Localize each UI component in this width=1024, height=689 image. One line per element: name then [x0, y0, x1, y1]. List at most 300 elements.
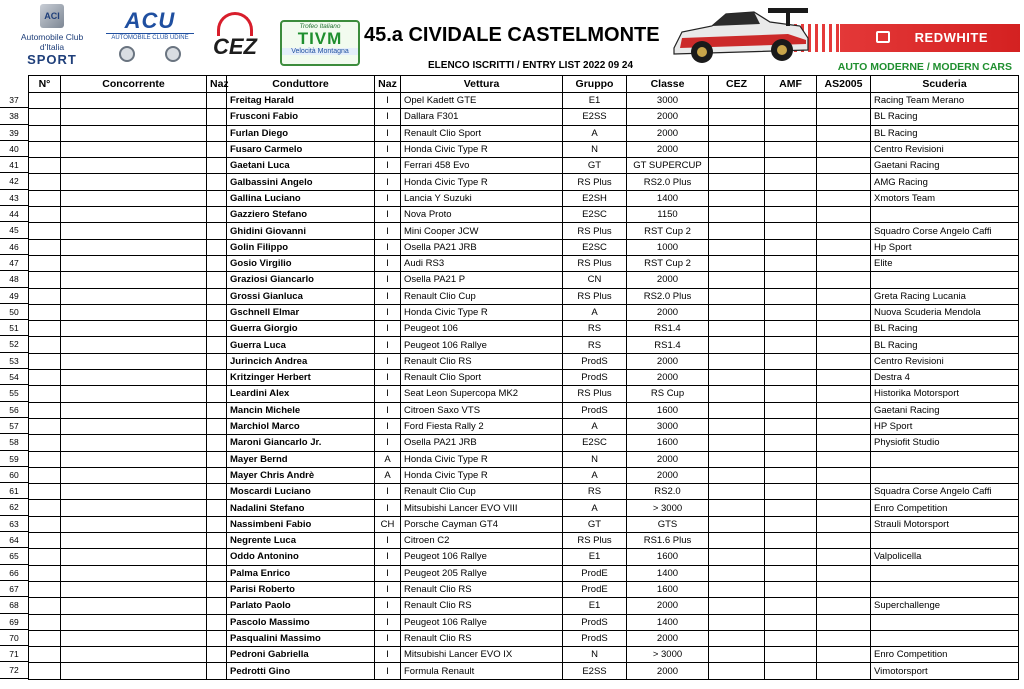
table-row	[29, 288, 1019, 304]
cell-team	[871, 614, 1019, 630]
cell-number	[29, 353, 61, 369]
cell-cez	[709, 304, 765, 320]
cell-number	[29, 158, 61, 174]
cell-cez	[709, 484, 765, 500]
cell-class: RST Cup 2	[627, 223, 709, 239]
cell-class: RS2.0 Plus	[627, 174, 709, 190]
cell-group: E1	[563, 598, 627, 614]
cell-entrant	[61, 272, 207, 288]
cell-group: E1	[563, 93, 627, 109]
cell-number	[29, 288, 61, 304]
cell-driver-nationality: I	[375, 125, 401, 141]
cell-amf	[765, 467, 817, 483]
cell-cez	[709, 533, 765, 549]
row-number-label: 64	[0, 532, 28, 548]
cell-cez	[709, 370, 765, 386]
cell-class: 1600	[627, 549, 709, 565]
column-header-number: N°	[29, 76, 61, 93]
cell-number	[29, 272, 61, 288]
cell-as2005	[817, 614, 871, 630]
row-number-label: 48	[0, 271, 28, 287]
cell-as2005	[817, 288, 871, 304]
cell-driver-nationality: I	[375, 402, 401, 418]
cell-class: RS1.4	[627, 337, 709, 353]
cell-car: Honda Civic Type R	[401, 467, 563, 483]
cell-team: Gaetani Racing	[871, 402, 1019, 418]
tivm-logo-bottom-text: Velocità Montagna	[282, 48, 358, 55]
cell-cez	[709, 467, 765, 483]
cell-group: ProdS	[563, 614, 627, 630]
cell-team: Centro Revisioni	[871, 141, 1019, 157]
cell-team: Historika Motorsport	[871, 386, 1019, 402]
cell-as2005	[817, 484, 871, 500]
table-row	[29, 663, 1019, 679]
table-row	[29, 647, 1019, 663]
cell-driver-nationality: A	[375, 467, 401, 483]
cell-number	[29, 223, 61, 239]
cell-entrant-nationality	[207, 516, 227, 532]
cell-group: N	[563, 141, 627, 157]
cell-entrant-nationality	[207, 484, 227, 500]
cell-team: Enro Competition	[871, 500, 1019, 516]
cell-amf	[765, 435, 817, 451]
cell-team: HP Sport	[871, 418, 1019, 434]
cell-driver: Galbassini Angelo	[227, 174, 375, 190]
cell-driver-nationality: I	[375, 647, 401, 663]
cell-driver: Fusaro Carmelo	[227, 141, 375, 157]
cell-group: ProdE	[563, 581, 627, 597]
cell-number	[29, 467, 61, 483]
cell-driver-nationality: I	[375, 370, 401, 386]
cell-driver: Grossi Gianluca	[227, 288, 375, 304]
row-number-label: 65	[0, 548, 28, 564]
cell-driver: Gaetani Luca	[227, 158, 375, 174]
cell-number	[29, 647, 61, 663]
cell-amf	[765, 386, 817, 402]
row-number-label: 56	[0, 402, 28, 418]
table-row	[29, 337, 1019, 353]
cell-driver-nationality: I	[375, 304, 401, 320]
cell-as2005	[817, 549, 871, 565]
cell-driver-nationality: I	[375, 223, 401, 239]
cell-amf	[765, 337, 817, 353]
entry-list-body	[29, 93, 1019, 680]
cell-driver-nationality: I	[375, 288, 401, 304]
cell-entrant-nationality	[207, 353, 227, 369]
cell-class: RST Cup 2	[627, 255, 709, 271]
cell-as2005	[817, 386, 871, 402]
cell-cez	[709, 500, 765, 516]
cell-cez	[709, 451, 765, 467]
cell-class: > 3000	[627, 647, 709, 663]
cell-as2005	[817, 93, 871, 109]
cell-cez	[709, 516, 765, 532]
table-row	[29, 581, 1019, 597]
cell-car: Porsche Cayman GT4	[401, 516, 563, 532]
table-header-row	[29, 76, 1019, 93]
cell-group: E2SC	[563, 435, 627, 451]
cell-entrant-nationality	[207, 174, 227, 190]
aci-sport-text: SPORT	[27, 52, 77, 67]
column-header-team: Scuderia	[871, 76, 1019, 93]
cell-cez	[709, 272, 765, 288]
column-header-as2005: AS2005	[817, 76, 871, 93]
cell-team: Superchallenge	[871, 598, 1019, 614]
cell-entrant	[61, 484, 207, 500]
column-header-car: Vettura	[401, 76, 563, 93]
cell-amf	[765, 565, 817, 581]
cell-car: Renault Clio RS	[401, 353, 563, 369]
cell-cez	[709, 239, 765, 255]
cell-team: Xmotors Team	[871, 190, 1019, 206]
cell-group: E2SH	[563, 190, 627, 206]
cell-amf	[765, 125, 817, 141]
cell-driver: Gazziero Stefano	[227, 207, 375, 223]
redwhite-brand-text: REDWHITE	[914, 30, 988, 45]
cell-entrant	[61, 207, 207, 223]
table-row	[29, 141, 1019, 157]
cell-number	[29, 93, 61, 109]
cell-group: N	[563, 647, 627, 663]
cell-number	[29, 174, 61, 190]
cell-class: RS Cup	[627, 386, 709, 402]
cell-team: Racing Team Merano	[871, 93, 1019, 109]
cell-team: BL Racing	[871, 337, 1019, 353]
redwhite-icon	[876, 31, 890, 43]
cell-cez	[709, 337, 765, 353]
cell-entrant-nationality	[207, 321, 227, 337]
cell-entrant	[61, 516, 207, 532]
cell-car: Nova Proto	[401, 207, 563, 223]
cell-as2005	[817, 647, 871, 663]
cell-car: Renault Clio Cup	[401, 484, 563, 500]
cell-group: ProdS	[563, 370, 627, 386]
cell-driver: Oddo Antonino	[227, 549, 375, 565]
cell-entrant-nationality	[207, 337, 227, 353]
cell-number	[29, 321, 61, 337]
cell-as2005	[817, 255, 871, 271]
tivm-logo	[280, 20, 360, 66]
cell-group: RS Plus	[563, 223, 627, 239]
cell-class: 2000	[627, 125, 709, 141]
cell-amf	[765, 141, 817, 157]
cell-car: Peugeot 205 Rallye	[401, 565, 563, 581]
table-row	[29, 190, 1019, 206]
cell-cez	[709, 581, 765, 597]
cell-car: Renault Clio Cup	[401, 288, 563, 304]
cell-car: Peugeot 106 Rallye	[401, 337, 563, 353]
table-row	[29, 418, 1019, 434]
cell-group: GT	[563, 516, 627, 532]
cell-driver-nationality: I	[375, 614, 401, 630]
cell-car: Osella PA21 P	[401, 272, 563, 288]
table-row	[29, 549, 1019, 565]
page-subtitle: ELENCO ISCRITTI / ENTRY LIST 2022 09 24	[428, 60, 634, 71]
cell-team: Greta Racing Lucania	[871, 288, 1019, 304]
column-header-cez: CEZ	[709, 76, 765, 93]
table-row	[29, 484, 1019, 500]
cell-driver-nationality: I	[375, 207, 401, 223]
cell-driver-nationality: I	[375, 484, 401, 500]
cell-driver-nationality: I	[375, 565, 401, 581]
cell-driver-nationality: I	[375, 158, 401, 174]
cell-driver: Mayer Chris Andrè	[227, 467, 375, 483]
cell-team	[871, 451, 1019, 467]
column-header-class: Classe	[627, 76, 709, 93]
cell-as2005	[817, 239, 871, 255]
row-number-label: 50	[0, 304, 28, 320]
cell-driver-nationality: I	[375, 630, 401, 646]
cell-amf	[765, 418, 817, 434]
column-header-amf: AMF	[765, 76, 817, 93]
cell-cez	[709, 565, 765, 581]
cell-as2005	[817, 190, 871, 206]
cell-class: GTS	[627, 516, 709, 532]
acu-logo-subtext: AUTOMOBILE CLUB UDINE	[106, 33, 194, 41]
cell-class: 2000	[627, 141, 709, 157]
cell-amf	[765, 158, 817, 174]
table-row	[29, 598, 1019, 614]
cell-driver: Pasqualini Massimo	[227, 630, 375, 646]
row-number-label: 53	[0, 353, 28, 369]
cell-cez	[709, 663, 765, 679]
cell-entrant-nationality	[207, 630, 227, 646]
cell-driver-nationality: I	[375, 109, 401, 125]
table-row	[29, 630, 1019, 646]
cell-number	[29, 614, 61, 630]
cell-as2005	[817, 207, 871, 223]
acu-badge-icon	[119, 46, 135, 62]
cell-class: 3000	[627, 418, 709, 434]
cell-amf	[765, 190, 817, 206]
cell-entrant	[61, 418, 207, 434]
cell-amf	[765, 207, 817, 223]
cell-amf	[765, 288, 817, 304]
cell-number	[29, 239, 61, 255]
table-row	[29, 353, 1019, 369]
cell-team: Physiofit Studio	[871, 435, 1019, 451]
cell-car: Honda Civic Type R	[401, 141, 563, 157]
row-number-label: 37	[0, 92, 28, 108]
cell-driver-nationality: I	[375, 93, 401, 109]
cell-class: 1150	[627, 207, 709, 223]
race-car-image	[668, 4, 814, 68]
cell-class: 2000	[627, 630, 709, 646]
cell-cez	[709, 435, 765, 451]
cell-amf	[765, 663, 817, 679]
cell-entrant-nationality	[207, 207, 227, 223]
cell-car: Honda Civic Type R	[401, 451, 563, 467]
cez-logo	[202, 12, 268, 67]
row-number-label: 61	[0, 483, 28, 499]
page-header	[0, 0, 1024, 75]
cell-driver-nationality: I	[375, 190, 401, 206]
cell-number	[29, 337, 61, 353]
column-header-group: Gruppo	[563, 76, 627, 93]
cell-entrant-nationality	[207, 239, 227, 255]
cell-entrant-nationality	[207, 581, 227, 597]
cell-team: Gaetani Racing	[871, 158, 1019, 174]
cell-car: Seat Leon Supercopa MK2	[401, 386, 563, 402]
cell-driver: Freitag Harald	[227, 93, 375, 109]
row-number-label: 66	[0, 565, 28, 581]
cell-cez	[709, 630, 765, 646]
cell-entrant-nationality	[207, 272, 227, 288]
cell-as2005	[817, 630, 871, 646]
cell-as2005	[817, 565, 871, 581]
cell-car: Honda Civic Type R	[401, 304, 563, 320]
cell-entrant-nationality	[207, 614, 227, 630]
cell-entrant-nationality	[207, 533, 227, 549]
row-number-label: 43	[0, 190, 28, 206]
cell-driver-nationality: CH	[375, 516, 401, 532]
cell-entrant	[61, 174, 207, 190]
cell-class: 2000	[627, 109, 709, 125]
cell-number	[29, 386, 61, 402]
table-row	[29, 93, 1019, 109]
cell-class: 1600	[627, 435, 709, 451]
cell-as2005	[817, 141, 871, 157]
cell-amf	[765, 321, 817, 337]
cell-class: 2000	[627, 272, 709, 288]
table-row	[29, 435, 1019, 451]
cell-class: 2000	[627, 370, 709, 386]
column-header-driver: Conduttore	[227, 76, 375, 93]
cell-entrant	[61, 647, 207, 663]
cez-ring-icon	[217, 12, 253, 36]
cell-entrant-nationality	[207, 565, 227, 581]
cell-entrant	[61, 141, 207, 157]
cez-logo-text: CEZ	[213, 34, 257, 59]
cell-entrant	[61, 500, 207, 516]
cell-car: Dallara F301	[401, 109, 563, 125]
cell-entrant-nationality	[207, 125, 227, 141]
cell-number	[29, 255, 61, 271]
cell-driver: Graziosi Giancarlo	[227, 272, 375, 288]
cell-number	[29, 500, 61, 516]
table-row	[29, 255, 1019, 271]
cell-class: 2000	[627, 304, 709, 320]
row-number-label: 70	[0, 630, 28, 646]
cell-entrant	[61, 435, 207, 451]
cell-entrant	[61, 549, 207, 565]
cell-cez	[709, 125, 765, 141]
cell-number	[29, 598, 61, 614]
cell-group: RS Plus	[563, 174, 627, 190]
cell-driver: Guerra Giorgio	[227, 321, 375, 337]
row-number-label: 44	[0, 206, 28, 222]
cell-entrant-nationality	[207, 647, 227, 663]
cell-amf	[765, 109, 817, 125]
table-row	[29, 125, 1019, 141]
cell-group: RS Plus	[563, 533, 627, 549]
cell-amf	[765, 647, 817, 663]
cell-class: 2000	[627, 467, 709, 483]
cell-team: Valpolicella	[871, 549, 1019, 565]
row-number-label: 63	[0, 516, 28, 532]
cell-car: Ferrari 458 Evo	[401, 158, 563, 174]
cell-group: A	[563, 500, 627, 516]
cell-entrant	[61, 614, 207, 630]
cell-driver: Jurincich Andrea	[227, 353, 375, 369]
cell-entrant	[61, 190, 207, 206]
cell-entrant	[61, 158, 207, 174]
cell-as2005	[817, 467, 871, 483]
cell-class: 1000	[627, 239, 709, 255]
cell-driver: Palma Enrico	[227, 565, 375, 581]
cell-car: Renault Clio Sport	[401, 370, 563, 386]
cell-car: Peugeot 106	[401, 321, 563, 337]
cell-entrant	[61, 255, 207, 271]
cell-entrant-nationality	[207, 288, 227, 304]
cell-amf	[765, 174, 817, 190]
cell-driver: Pedrotti Gino	[227, 663, 375, 679]
cell-entrant	[61, 125, 207, 141]
table-row	[29, 272, 1019, 288]
cell-team	[871, 467, 1019, 483]
cell-number	[29, 370, 61, 386]
cell-amf	[765, 500, 817, 516]
cell-entrant-nationality	[207, 304, 227, 320]
cell-car: Citroen C2	[401, 533, 563, 549]
cell-entrant	[61, 386, 207, 402]
cell-as2005	[817, 174, 871, 190]
cell-driver-nationality: I	[375, 598, 401, 614]
column-header-driver-nationality: Naz	[375, 76, 401, 93]
row-number-label: 40	[0, 141, 28, 157]
cell-amf	[765, 272, 817, 288]
cell-driver-nationality: I	[375, 353, 401, 369]
cell-team: BL Racing	[871, 125, 1019, 141]
table-row	[29, 533, 1019, 549]
cell-entrant-nationality	[207, 255, 227, 271]
cell-entrant	[61, 402, 207, 418]
cell-number	[29, 141, 61, 157]
cell-cez	[709, 418, 765, 434]
cell-group: ProdS	[563, 353, 627, 369]
table-row	[29, 565, 1019, 581]
cell-entrant	[61, 598, 207, 614]
cell-entrant	[61, 370, 207, 386]
cell-cez	[709, 402, 765, 418]
cell-group: ProdS	[563, 630, 627, 646]
cell-as2005	[817, 451, 871, 467]
cell-driver: Nadalini Stefano	[227, 500, 375, 516]
cell-entrant-nationality	[207, 141, 227, 157]
cell-cez	[709, 141, 765, 157]
cell-entrant	[61, 337, 207, 353]
cell-entrant	[61, 451, 207, 467]
cell-cez	[709, 353, 765, 369]
cell-as2005	[817, 321, 871, 337]
cell-class: 1400	[627, 614, 709, 630]
row-number-label: 38	[0, 108, 28, 124]
cell-entrant	[61, 93, 207, 109]
cell-class: 1400	[627, 190, 709, 206]
cell-amf	[765, 549, 817, 565]
cell-cez	[709, 223, 765, 239]
cell-team: Vimotorsport	[871, 663, 1019, 679]
cell-team: Destra 4	[871, 370, 1019, 386]
cell-driver-nationality: I	[375, 418, 401, 434]
cell-cez	[709, 207, 765, 223]
cell-entrant	[61, 565, 207, 581]
cell-cez	[709, 598, 765, 614]
row-number-label: 62	[0, 499, 28, 515]
row-number-label: 39	[0, 125, 28, 141]
cell-amf	[765, 223, 817, 239]
cell-group: A	[563, 304, 627, 320]
